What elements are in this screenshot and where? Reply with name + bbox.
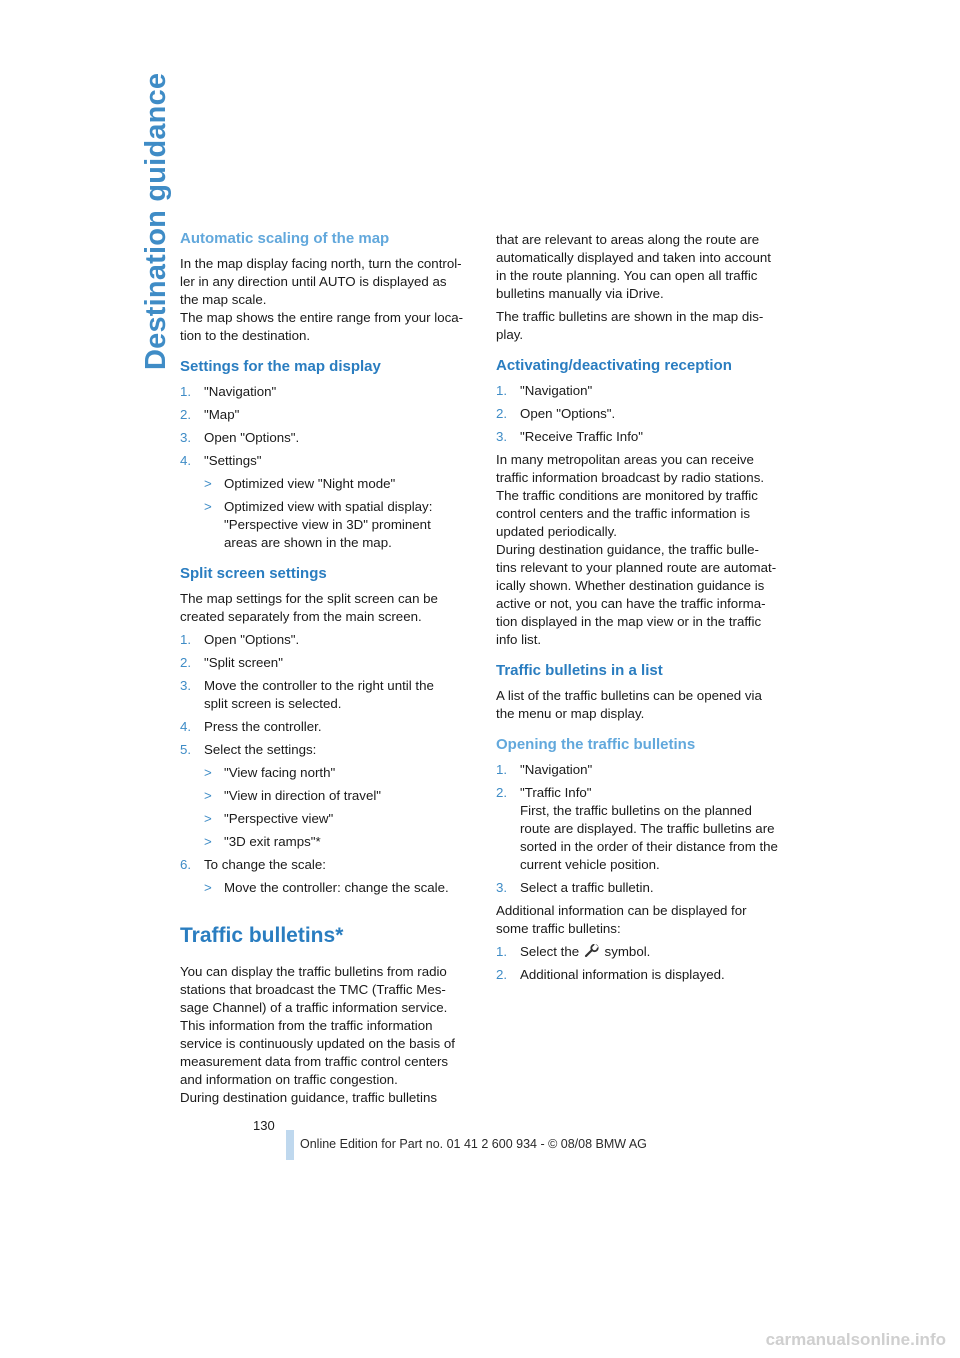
text-line: tion to the destination. (180, 328, 311, 343)
list-item (180, 383, 472, 401)
step-number: 3. (180, 678, 192, 693)
text-line: "Traffic Info" (520, 785, 592, 800)
page-number: 130 (253, 1118, 275, 1133)
step-text: symbol. (604, 944, 651, 959)
text-line: This information from the traffic information (180, 1018, 433, 1033)
wrench-icon (583, 944, 601, 958)
text-line: that are relevant to areas along the route are (496, 232, 760, 247)
text-line: in the route planning. You can open all traffic (496, 268, 758, 283)
step-text: Open "Options". (520, 406, 616, 421)
text-line: sorted in the order of their distance from the (520, 839, 778, 854)
edition-text: Online Edition for Part no. 01 41 2 600 934 - © 08/08 BMW AG (300, 1137, 647, 1151)
step-number: 1. (496, 944, 508, 959)
paragraph-route-planning (496, 231, 788, 303)
text-line: control centers and the traffic information is (496, 506, 750, 521)
step-text: "Map" (204, 407, 240, 422)
step-text: Press the controller. (204, 719, 322, 734)
list-item (180, 429, 472, 447)
text-line: Optimized view "Night mode" (224, 476, 396, 491)
map-settings-steps (180, 383, 472, 552)
text-line: In many metropolitan areas you can receive (496, 452, 754, 467)
list-item (180, 631, 472, 649)
step-number: 1. (496, 383, 508, 398)
heading-bulletins-list: Traffic bulletins in a list (496, 662, 663, 679)
heading-reception: Activating/deactivating reception (496, 357, 732, 374)
bullet-mark: > (204, 834, 212, 849)
text-line: You can display the traffic bulletins from radio (180, 964, 447, 979)
list-item (496, 761, 788, 779)
list-item (496, 966, 788, 984)
bullet-item (204, 879, 472, 897)
list-item (180, 406, 472, 424)
step-text: Additional information is displayed. (520, 967, 725, 982)
text-line: route are displayed. The traffic bulletins are (520, 821, 775, 836)
text-line: stations that broadcast the TMC (Traffic Mes- (180, 982, 446, 997)
list-item (496, 943, 788, 961)
step-text: "Settings" (204, 453, 262, 468)
heading-traffic-bulletins: Traffic bulletins* (180, 924, 344, 947)
heading-automatic-scaling: Automatic scaling of the map (180, 230, 390, 247)
text-line: The traffic conditions are monitored by traffic (496, 488, 758, 503)
text-line: tins relevant to your planned route are automat- (496, 560, 777, 575)
side-title-text: Destination guidance (140, 72, 172, 370)
bullet-mark: > (204, 788, 212, 803)
text-line: During destination guidance, the traffic bulle- (496, 542, 759, 557)
heading-opening-bulletins: Opening the traffic bulletins (496, 736, 696, 753)
step-text: "Navigation" (204, 384, 277, 399)
text-line: The map settings for the split screen can be (180, 591, 438, 606)
text-line: bulletins manually via iDrive. (496, 286, 664, 301)
step-text: Select the settings: (204, 742, 317, 757)
list-item (180, 677, 472, 713)
step-number: 4. (180, 719, 192, 734)
text-line: play. (496, 327, 524, 342)
bullet-mark: > (204, 476, 212, 491)
step-text: "Navigation" (520, 762, 593, 777)
text-line: ically shown. Whether destination guidance is (496, 578, 765, 593)
footer-bar (286, 1130, 294, 1160)
text-line: info list. (496, 632, 542, 647)
bullet-mark: > (204, 880, 212, 895)
text-line: Move the controller to the right until the (204, 678, 434, 693)
bullet-item (204, 764, 472, 782)
step-number: 1. (496, 762, 508, 777)
paragraph-additional-info (496, 902, 788, 938)
text-line: created separately from the main screen. (180, 609, 422, 624)
reception-steps (496, 382, 788, 446)
side-title (140, 20, 174, 1120)
bullet-item (204, 475, 472, 493)
step-number: 2. (496, 785, 508, 800)
text-line: Additional information can be displayed for (496, 903, 747, 918)
step-number: 2. (496, 406, 508, 421)
text-line: During destination guidance, traffic bulletins (180, 1090, 437, 1105)
heading-split-screen: Split screen settings (180, 565, 327, 582)
text-line: The traffic bulletins are shown in the map dis- (496, 309, 764, 324)
scale-bullets (204, 879, 472, 897)
right-column (496, 231, 788, 989)
left-column (180, 229, 472, 1112)
text-line: In the map display facing north, turn the control- (180, 256, 462, 271)
bullet-text: "3D exit ramps"* (224, 834, 321, 849)
step-text: Select a traffic bulletin. (520, 880, 654, 895)
step-number: 1. (180, 384, 192, 399)
list-item (180, 856, 472, 897)
paragraph-map-display (496, 308, 788, 344)
step-text: Select the (520, 944, 580, 959)
step-number: 5. (180, 742, 192, 757)
bullet-mark: > (204, 811, 212, 826)
additional-info-steps (496, 943, 788, 984)
paragraph-automatic-scaling (180, 255, 472, 345)
bullet-text: "View facing north" (224, 765, 336, 780)
step-text: Open "Options". (204, 632, 300, 647)
list-item (180, 452, 472, 552)
step-number: 4. (180, 453, 192, 468)
bullet-mark: > (204, 499, 212, 514)
text-line: and information on traffic congestion. (180, 1072, 398, 1087)
opening-steps (496, 761, 788, 897)
bullet-item (204, 498, 472, 552)
paragraph-traffic-bulletins (180, 963, 472, 1107)
text-line: A list of the traffic bulletins can be opened via (496, 688, 762, 703)
text-line: sage Channel) of a traffic information service. (180, 1000, 448, 1015)
text-line: updated periodically. (496, 524, 617, 539)
list-item (496, 405, 788, 423)
bullet-text: "View in direction of travel" (224, 788, 382, 803)
text-line: automatically displayed and taken into account (496, 250, 771, 265)
text-line: Optimized view with spatial display: (224, 499, 433, 514)
split-screen-bullets (204, 764, 472, 851)
step-text: Open "Options". (204, 430, 300, 445)
step-text: "Navigation" (520, 383, 593, 398)
text-line: the menu or map display. (496, 706, 645, 721)
paragraph-reception (496, 451, 788, 649)
text-line: current vehicle position. (520, 857, 660, 872)
text-line: traffic information broadcast by radio stations. (496, 470, 765, 485)
bullet-item (204, 833, 472, 851)
text-line: active or not, you can have the traffic informa- (496, 596, 766, 611)
list-item (496, 784, 788, 874)
list-item (496, 879, 788, 897)
step-number: 3. (496, 429, 508, 444)
step-text: "Receive Traffic Info" (520, 429, 644, 444)
bullet-item (204, 787, 472, 805)
paragraph-bulletins-list (496, 687, 788, 723)
bullet-text: "Perspective view" (224, 811, 334, 826)
bullet-item (204, 810, 472, 828)
step-number: 1. (180, 632, 192, 647)
text-line: areas are shown in the map. (224, 535, 392, 550)
map-settings-bullets (204, 475, 472, 552)
text-line: The map shows the entire range from your loca- (180, 310, 464, 325)
split-screen-steps (180, 631, 472, 897)
text-line: "Perspective view in 3D" prominent (224, 517, 431, 532)
step-number: 2. (180, 655, 192, 670)
list-item (180, 654, 472, 672)
text-line: some traffic bulletins: (496, 921, 621, 936)
text-line: the map scale. (180, 292, 267, 307)
text-line: tion displayed in the map view or in the traffic (496, 614, 762, 629)
text-line: service is continuously updated on the basis of (180, 1036, 455, 1051)
paragraph-split-screen (180, 590, 472, 626)
list-item (180, 741, 472, 851)
step-number: 2. (496, 967, 508, 982)
step-number: 6. (180, 857, 192, 872)
text-line: ler in any direction until AUTO is displayed as (180, 274, 447, 289)
step-number: 2. (180, 407, 192, 422)
text-line: measurement data from traffic control centers (180, 1054, 449, 1069)
bullet-text: Move the controller: change the scale. (224, 880, 449, 895)
bullet-mark: > (204, 765, 212, 780)
step-text: "Split screen" (204, 655, 283, 670)
list-item (496, 428, 788, 446)
list-item (180, 718, 472, 736)
heading-map-settings: Settings for the map display (180, 358, 381, 375)
step-text: To change the scale: (204, 857, 326, 872)
text-line: First, the traffic bulletins on the planned (520, 803, 752, 818)
list-item (496, 382, 788, 400)
watermark: carmanualsonline.info (765, 1330, 946, 1349)
step-number: 3. (496, 880, 508, 895)
step-number: 3. (180, 430, 192, 445)
text-line: split screen is selected. (204, 696, 342, 711)
